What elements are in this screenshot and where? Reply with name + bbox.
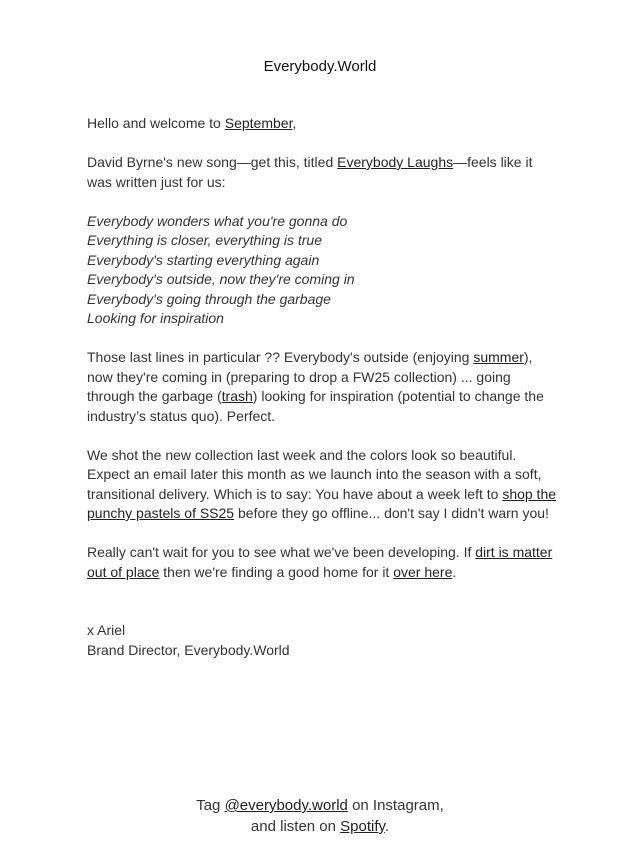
footer-text: on Instagram, — [347, 797, 444, 814]
greeting-paragraph — [87, 114, 557, 134]
closing-text: Really can't wait for you to see what we've been developing. If — [87, 544, 476, 560]
closing-text: . — [452, 563, 457, 580]
lyric-line: Everything is closer, everything is true — [87, 232, 322, 248]
lyric-line: Everybody wonders what you're gonna do — [87, 212, 348, 229]
commentary-text: ) looking for inspiration (potential to change the industry’s status quo). Perfect. — [87, 388, 544, 424]
instagram-link[interactable]: @everybody.world — [224, 797, 348, 814]
greeting-suffix: , — [292, 115, 297, 131]
collection-paragraph — [87, 446, 557, 524]
closing-text: then we're finding a good home for it — [159, 563, 394, 580]
closing-paragraph — [87, 543, 557, 582]
lyric-line: Everybody's outside, now they're coming in — [87, 271, 355, 287]
commentary-text: Those last lines in particular ?? Everybody's outside (enjoying — [87, 349, 474, 365]
september-link[interactable]: September — [224, 115, 293, 131]
song-link[interactable]: Everybody Laughs — [337, 154, 454, 170]
footer-text: and listen on — [250, 818, 341, 835]
spotify-link[interactable]: Spotify — [340, 818, 385, 835]
dirt-matter-link[interactable]: dirt is matter out of place — [87, 544, 553, 580]
over-here-link[interactable]: over here — [393, 563, 453, 580]
lyric-line: Everybody's starting everything again — [87, 251, 320, 268]
brand-title: Everybody.World — [263, 58, 377, 75]
signature-name: x Ariel — [87, 622, 126, 638]
footer-text: Tag — [196, 797, 225, 814]
greeting-text: Hello and welcome to — [87, 115, 225, 131]
lyrics-block — [87, 212, 557, 329]
commentary-paragraph — [87, 348, 557, 426]
shop-ss25-link[interactable]: shop the punchy pastels of SS25 — [87, 485, 557, 521]
footer-line-spotify — [0, 816, 640, 837]
intro-suffix: —feels like it was written just for us: — [87, 154, 533, 190]
signature-title: Brand Director, Everybody.World — [87, 641, 290, 658]
collection-text: We shot the new collection last week and the colors look so beautiful. Expect an email later this month as we launch into the season with a soft, transitional delivery. Which is to say: You have about a week left to — [87, 446, 542, 502]
collection-text: before they go offline... don't say I didn't warn you! — [234, 505, 549, 521]
lyric-line: Everybody's going through the garbage — [87, 290, 331, 307]
footer-line-instagram — [0, 795, 640, 816]
footer-text: . — [384, 818, 390, 835]
intro-paragraph — [87, 153, 557, 192]
footer — [0, 795, 640, 837]
intro-text: David Byrne's new song—get this, titled — [87, 154, 338, 170]
email-body — [87, 114, 557, 660]
trash-link[interactable]: trash — [221, 388, 253, 404]
commentary-text: ), now they're coming in (preparing to drop a FW25 collection) ... going through the garbage ( — [87, 349, 533, 404]
summer-link[interactable]: summer — [473, 349, 524, 365]
lyric-line: Looking for inspiration — [87, 310, 224, 326]
signature — [87, 621, 557, 660]
